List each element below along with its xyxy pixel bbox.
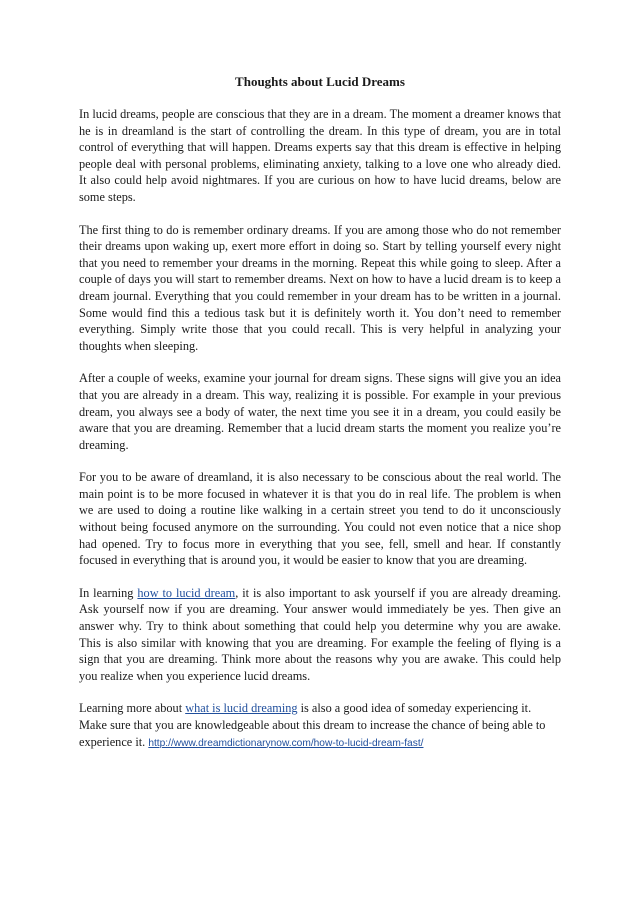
paragraph-dream-signs: After a couple of weeks, examine your journal for dream signs. These signs will give you an idea that you are already in a dream. This way, realizing it is possible. For example in your previous dream, you always see a body of water, the next time you see it in a dream, you could easily be aware that you are dreaming. Remember that a lucid dream starts the moment you realize you’re dreaming.	[79, 371, 561, 452]
paragraph-learning-more	[79, 700, 561, 752]
paragraph-learning-after: is also a good idea of someday experiencing it. Make sure that you are knowledgeable about this dream to increase the chance of being able to experience it.	[79, 701, 546, 749]
how-to-lucid-dream-link[interactable]: how to lucid dream	[137, 585, 236, 600]
document-page	[79, 74, 561, 768]
paragraph-how-to-before: In learning	[79, 585, 138, 600]
paragraph-how-to	[79, 585, 561, 685]
paragraph-learning-before: Learning more about	[79, 701, 186, 716]
document-title: Thoughts about Lucid Dreams	[235, 74, 405, 89]
what-is-lucid-dreaming-link[interactable]: what is lucid dreaming	[185, 701, 298, 716]
paragraph-how-to-after: , it is also important to ask yourself if you are already dreaming. Ask yourself now if you are dreaming. Your answer would immediately be yes. Then give an answer why. Try to think about something that could help you determine why you are awake. This is also similar with knowing that you are dreaming. For example the feeling of flying is a sign that you are dreaming. Think more about the reasons why you are awake. This could help you realize when you experience lucid dreams.	[79, 585, 561, 683]
paragraph-real-world: For you to be aware of dreamland, it is also necessary to be conscious about the real world. The main point is to be more focused in whatever it is that you do in real life. The problem is when we are used to doing a routine like walking in a certain street you tend to do it unconsciously without being focused anymore on the surrounding. You could not even notice that a nice shop had opened. Try to focus more in everything that you see, fell, smell and hear. If constantly focused in everything that is around you, it would be easier to know that you are dreaming.	[79, 470, 561, 568]
paragraph-intro: In lucid dreams, people are conscious that they are in a dream. The moment a dreamer knows that he is in dreamland is the start of controlling the dream. In this type of dream, you are in total control of everything that will happen. Dreams experts say that this dream is effective in helping people deal with personal problems, eliminating anxiety, talking to a love one who already died. It also could help avoid nightmares. If you are curious on how to have lucid dreams, below are some steps.	[79, 107, 561, 204]
source-url-link[interactable]: http://www.dreamdictionarynow.com/how-to-lucid-dream-fast/	[148, 737, 424, 749]
paragraph-remember-dreams: The first thing to do is remember ordinary dreams. If you are among those who do not remember their dreams upon waking up, exert more effort in doing so. Start by telling yourself every night that you need to remember your dreams in the morning. Repeat this while going to sleep. After a couple of days you will start to remember dreams. Next on how to have a lucid dream is to keep a dream journal. Everything that you could remember in your dream has to be written in a journal. Some would find this a tedious task but it is definitely worth it. You don’t need to remember everything. Simply write those that you could recall. This is very helpful in analyzing your thoughts when sleeping.	[79, 222, 561, 353]
